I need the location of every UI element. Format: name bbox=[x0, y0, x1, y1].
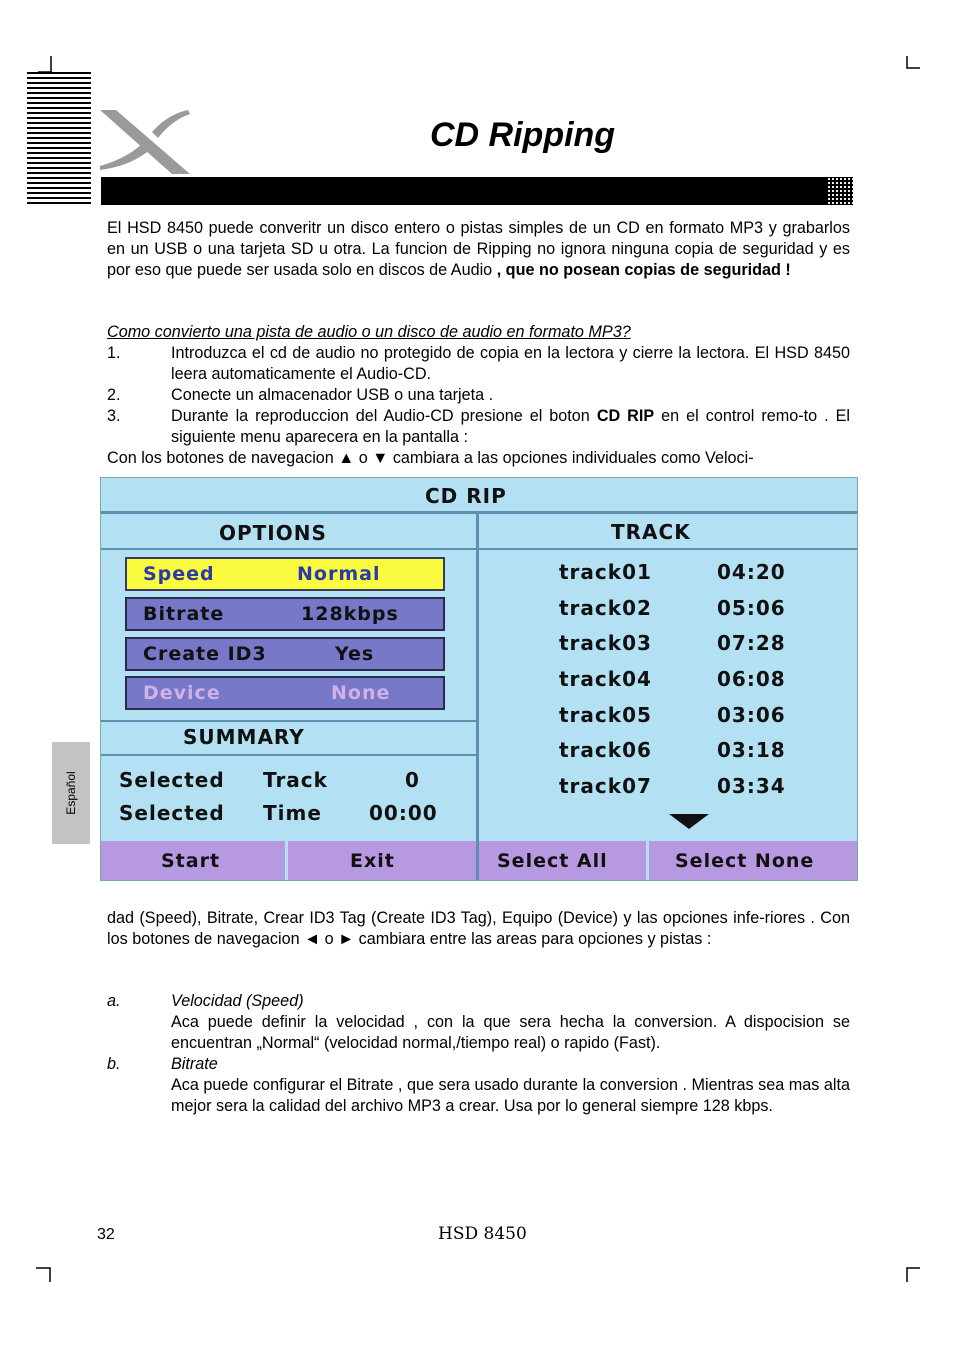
subitem-text: Aca puede configurar el Bitrate , que sera usado durante la conversion . Mientras sea mas alta mejor sera la calidad del archivo MP3 a crear. Usa por lo general siempre 128 kbps. bbox=[171, 1076, 850, 1115]
track-header: TRACK bbox=[611, 520, 691, 544]
navigation-line: Con los botones de navegacion ▲ o ▼ cambiara a las opciones individuales como Veloci- bbox=[107, 449, 754, 467]
step-text: Conecte un almacenador USB o una tarjeta . bbox=[171, 386, 494, 404]
option-value: 128kbps bbox=[301, 603, 399, 625]
select-none-button-label: Select None bbox=[675, 850, 815, 872]
summary-label: Selected bbox=[119, 801, 225, 825]
page-title: CD Ripping bbox=[430, 116, 616, 154]
crop-mark-top-right bbox=[904, 56, 922, 72]
option-bitrate[interactable] bbox=[125, 597, 445, 631]
summary-label: Selected bbox=[119, 768, 225, 792]
step-number: 3. bbox=[107, 407, 121, 425]
subitem-letter: b. bbox=[107, 1055, 121, 1073]
intro-bold: , que no posean copias de seguridad ! bbox=[496, 260, 791, 279]
track-name[interactable]: track01 bbox=[559, 560, 652, 584]
screen-divider bbox=[101, 511, 858, 514]
language-tab bbox=[52, 742, 90, 844]
scroll-down-arrow-icon[interactable] bbox=[669, 814, 709, 830]
screen-divider bbox=[476, 514, 479, 881]
footer-model: HSD 8450 bbox=[438, 1224, 527, 1244]
page-number: 32 bbox=[97, 1226, 115, 1243]
track-name[interactable]: track02 bbox=[559, 596, 652, 620]
track-name[interactable]: track06 bbox=[559, 738, 652, 762]
summary-value: 00:00 bbox=[369, 801, 438, 825]
screen-divider bbox=[101, 548, 858, 550]
option-label: Speed bbox=[143, 563, 215, 585]
header-bar bbox=[101, 177, 853, 205]
screen-title: CD RIP bbox=[425, 484, 507, 508]
brand-logo-x bbox=[98, 108, 196, 176]
subitem-letter: a. bbox=[107, 992, 121, 1010]
start-button-label: Start bbox=[161, 850, 221, 872]
track-name[interactable]: track04 bbox=[559, 667, 652, 691]
screen-divider bbox=[101, 720, 476, 722]
track-name[interactable]: track03 bbox=[559, 631, 652, 655]
start-button[interactable] bbox=[101, 841, 285, 881]
track-time: 04:20 bbox=[717, 560, 786, 584]
exit-button-label: Exit bbox=[350, 850, 395, 872]
step-text-post: en el control remo-to . El siguiente menu aparecera en la pantalla : bbox=[171, 407, 850, 446]
header-stripes bbox=[27, 72, 91, 206]
intro-text: El HSD 8450 puede converitr un disco entero o pistas simples de un CD en formato MP3 y grabarlos en un USB o una tarjeta SD u otra. La funcion de Ripping no ignora ninguna copia de seguridad y es por eso que puede ser usada solo en discos de Audio bbox=[107, 219, 850, 279]
track-time: 06:08 bbox=[717, 667, 786, 691]
question-heading: Como convierto una pista de audio o un disco de audio en formato MP3? bbox=[107, 323, 631, 341]
step-text-pre: Durante la reproduccion del Audio-CD presione el boton bbox=[171, 407, 597, 425]
subitem-title: Velocidad (Speed) bbox=[171, 992, 304, 1010]
summary-key: Time bbox=[263, 801, 322, 825]
navigation-paragraph: dad (Speed), Bitrate, Crear ID3 Tag (Create ID3 Tag), Equipo (Device) y las opciones infe-riores . Con los botones de navegacion ◄ o ► cambiara entre las areas para opciones y pistas : bbox=[107, 909, 850, 948]
language-tab-label: Español bbox=[64, 771, 78, 815]
options-header: OPTIONS bbox=[219, 521, 327, 545]
option-create-id3[interactable] bbox=[125, 637, 445, 671]
select-all-button[interactable] bbox=[479, 841, 646, 881]
header-bar-dots bbox=[827, 177, 853, 205]
option-label: Bitrate bbox=[143, 603, 225, 625]
option-speed[interactable] bbox=[125, 557, 445, 591]
subitem-title: Bitrate bbox=[171, 1055, 218, 1073]
screen-divider bbox=[101, 754, 476, 756]
step-number: 2. bbox=[107, 386, 121, 404]
select-none-button[interactable] bbox=[649, 841, 858, 881]
track-time: 03:34 bbox=[717, 774, 786, 798]
intro-paragraph bbox=[107, 218, 850, 280]
step-text bbox=[171, 406, 850, 448]
cd-rip-screen bbox=[100, 477, 858, 881]
summary-header: SUMMARY bbox=[183, 725, 305, 749]
select-all-button-label: Select All bbox=[497, 850, 608, 872]
track-time: 03:18 bbox=[717, 738, 786, 762]
summary-key: Track bbox=[263, 768, 328, 792]
option-value: None bbox=[331, 682, 391, 704]
option-device[interactable] bbox=[125, 676, 445, 710]
step-number: 1. bbox=[107, 344, 121, 362]
cd-rip-button-name: CD RIP bbox=[596, 407, 655, 425]
option-value: Yes bbox=[335, 643, 375, 665]
track-name[interactable]: track05 bbox=[559, 703, 652, 727]
track-time: 05:06 bbox=[717, 596, 786, 620]
crop-mark-bottom-left bbox=[36, 1266, 54, 1284]
summary-value: 0 bbox=[405, 768, 420, 792]
option-label: Create ID3 bbox=[143, 643, 267, 665]
crop-mark-bottom-right bbox=[904, 1266, 922, 1284]
track-time: 03:06 bbox=[717, 703, 786, 727]
exit-button[interactable] bbox=[288, 841, 476, 881]
track-name[interactable]: track07 bbox=[559, 774, 652, 798]
option-value: Normal bbox=[297, 563, 381, 585]
track-time: 07:28 bbox=[717, 631, 786, 655]
step-text: Introduzca el cd de audio no protegido de copia en la lectora y cierre la lectora. El HSD 8450 leera automaticamente el Audio-CD. bbox=[171, 344, 850, 383]
subitem-text: Aca puede definir la velocidad , con la que sera hecha la conversion. A dispocision se encuentran „Normal“ (velocidad normal,/tiempo real) o rapido (Fast). bbox=[171, 1013, 850, 1052]
option-label: Device bbox=[143, 682, 221, 704]
